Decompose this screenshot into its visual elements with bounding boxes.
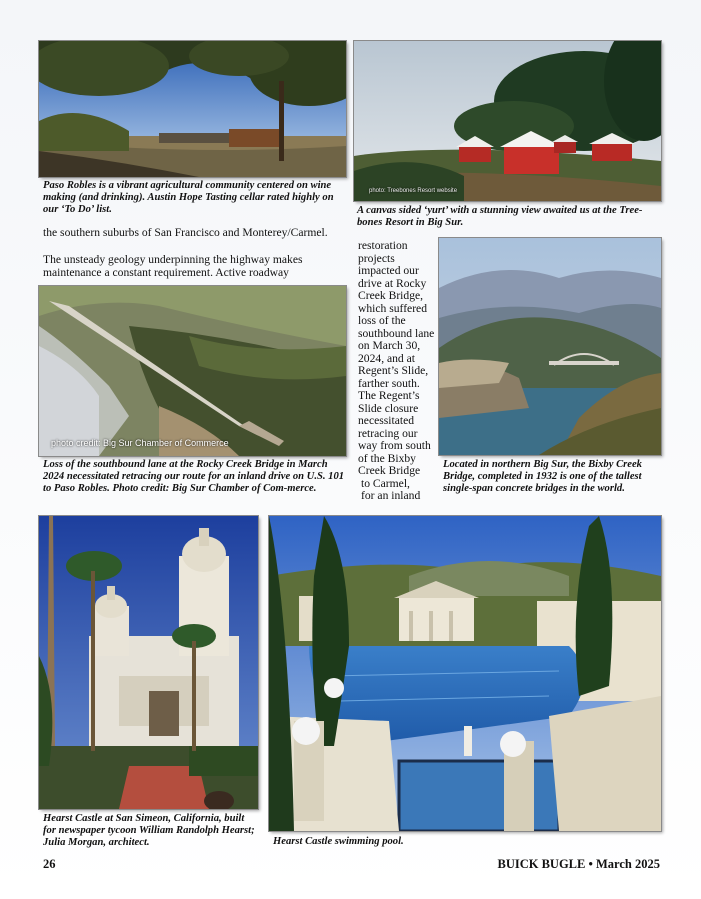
narrow-line: Creek Bridge — [358, 464, 421, 477]
yurt-photo-credit: photo: Treebones Resort website — [369, 188, 458, 194]
narrow-line: drive at Rocky — [358, 276, 427, 290]
narrow-line: for an inland — [361, 489, 421, 502]
narrow-line: retracing our — [358, 426, 418, 440]
narrow-line: necessitated — [358, 414, 415, 427]
narrow-line: loss of the — [358, 314, 406, 327]
pool-caption: Hearst Castle swimming pool. — [273, 836, 404, 847]
page-number: 26 — [43, 857, 56, 871]
narrow-column-text — [358, 240, 438, 503]
narrow-line: way from south — [358, 439, 431, 452]
body-paragraph-1: the southern suburbs of San Francisco and Monterey/Carmel. — [43, 226, 328, 239]
narrow-line: impacted our — [358, 264, 419, 277]
narrow-line: projects — [358, 251, 395, 265]
narrow-line: which suffered — [358, 301, 428, 315]
bixby-bridge-photo — [439, 238, 661, 455]
narrow-line: The Regent’s — [358, 389, 420, 402]
hearst-castle-caption: Hearst Castle at San Simeon, California, built for newspaper tycoon William Randolph Hearst; Julia Morgan, architect. — [43, 813, 255, 849]
narrow-line: restoration — [358, 239, 408, 252]
hearst-castle-photo — [39, 516, 258, 809]
publication-footer — [497, 857, 660, 872]
publication-name: BUICK BUGLE — [497, 857, 586, 871]
narrow-line: to Carmel, — [361, 476, 410, 490]
rocky-creek-caption: Loss of the southbound lane at the Rocky Creek Bridge in March 2024 necessitated retracing our route for an inland drive on U.S. 101 to Paso Robles. Photo credit: Big Sur Chamber of Com-merce. — [43, 459, 345, 495]
rocky-creek-photo — [39, 286, 346, 456]
paso-robles-photo — [39, 41, 346, 177]
narrow-line: Slide closure — [358, 401, 419, 415]
narrow-line: on March 30, — [358, 339, 421, 352]
bixby-caption: Located in northern Big Sur, the Bixby Creek Bridge, completed in 1932 is one of the tallest single-span concrete bridges in the world. — [443, 459, 642, 495]
narrow-line: Regent’s Slide, — [358, 364, 429, 377]
yurt-caption: A canvas sided ‘yurt’ with a stunning view awaited us at the Tree-bones Resort in Big Sur. — [357, 205, 643, 229]
footer-bullet: • — [588, 857, 593, 871]
narrow-line: 2024, and at — [358, 351, 415, 365]
paso-robles-caption: Paso Robles is a vibrant agricultural community centered on wine making (and drinking). Austin Hope Tasting cellar rated highly on our ‘To Do’ list. — [43, 180, 334, 216]
narrow-line: farther south. — [358, 376, 420, 390]
narrow-line: of the Bixby — [358, 451, 416, 465]
rocky-creek-photo-credit: photo credit: Big Sur Chamber of Commerce — [51, 438, 229, 448]
narrow-line: southbound lane — [358, 326, 435, 340]
issue-date: March 2025 — [596, 857, 660, 871]
yurt-photo — [354, 41, 661, 201]
body-paragraph-2: The unsteady geology underpinning the highway makes maintenance a constant requirement. Active roadway — [43, 253, 303, 280]
narrow-line: Creek Bridge, — [358, 289, 424, 302]
hearst-pool-photo — [269, 516, 661, 831]
